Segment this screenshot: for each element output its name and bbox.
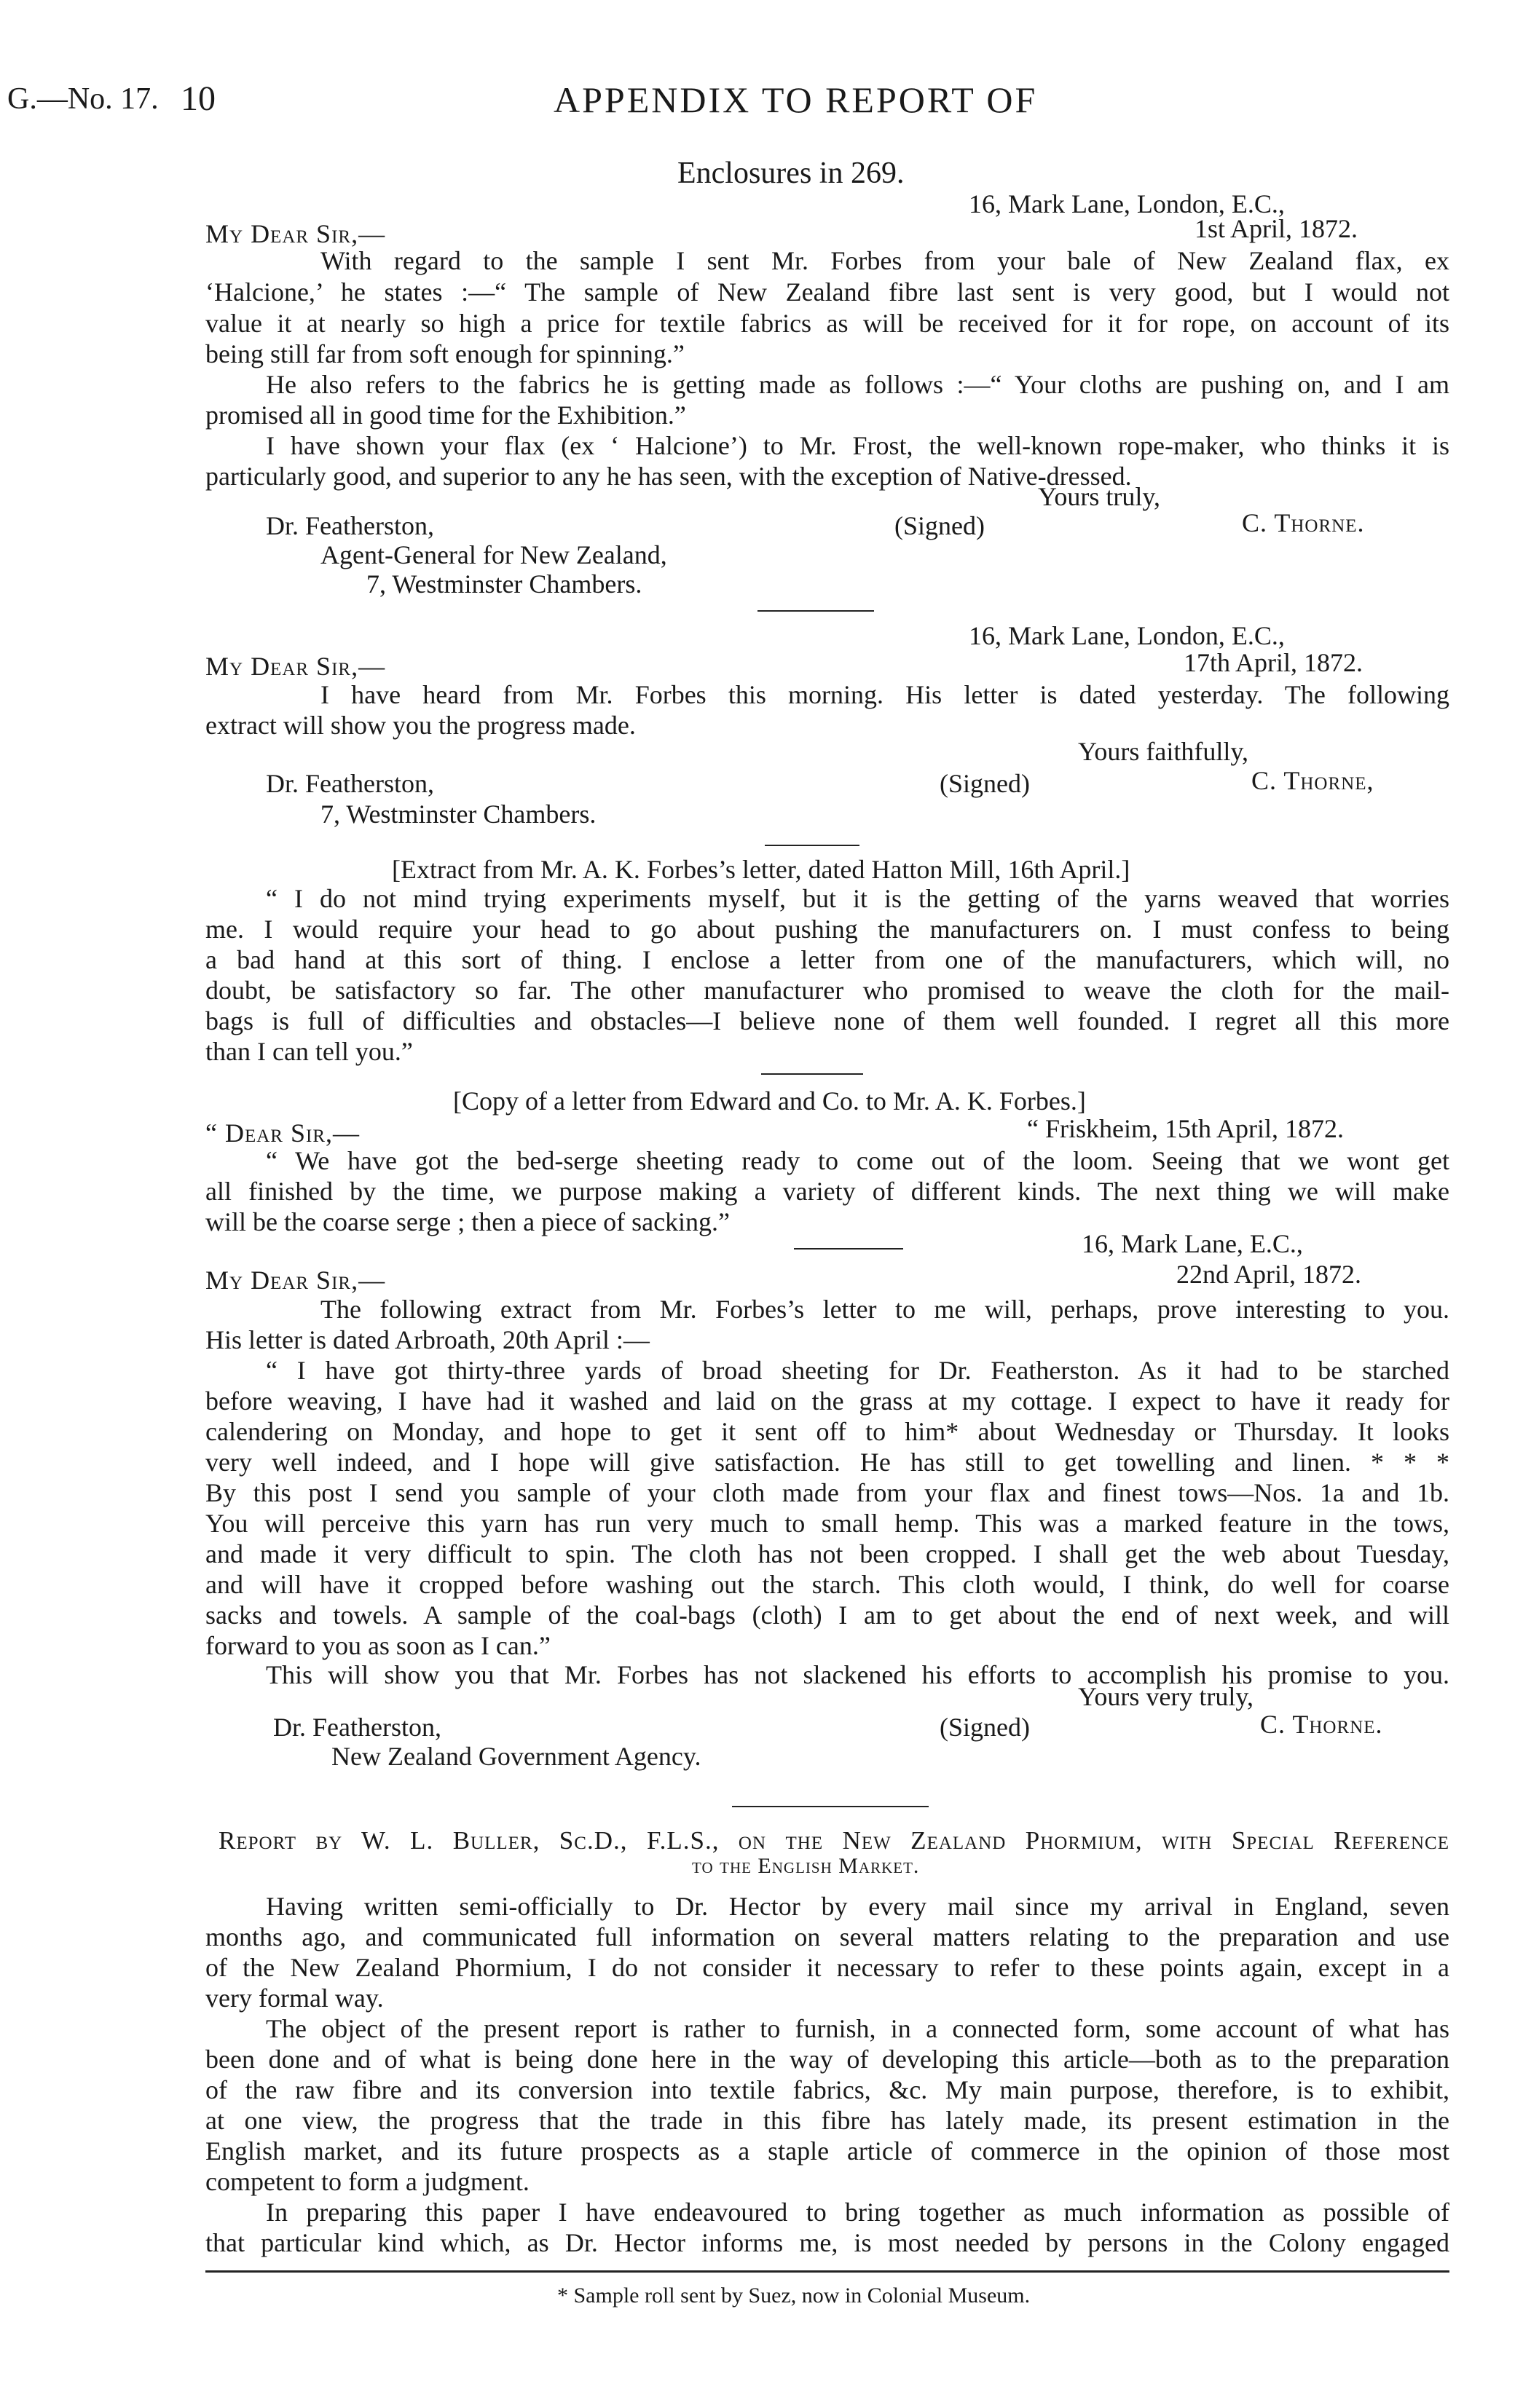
letter-3-address: 16, Mark Lane, E.C., (1082, 1229, 1303, 1258)
report-line: competent to form a judgment. (205, 2167, 530, 2196)
extract-line: “ I do not mind trying experiments myself, but it is the getting of the yarns weaved that worries (266, 884, 1449, 913)
letter-1-address: 16, Mark Lane, London, E.C., (969, 189, 1285, 218)
extract-line: me. I would require your head to go about pushing the manufacturers on. I must confess to being (205, 915, 1449, 944)
letter-1-line: ‘Halcione,’ he states :—“ The sample of New Zealand fibre last sent is very good, but I would not (205, 277, 1449, 307)
letter-2-salutation: My Dear Sir,— (205, 652, 386, 681)
report-title: to the English Market. (692, 1854, 920, 1878)
copy-letter-salutation: “ Dear Sir,— (205, 1118, 360, 1148)
letter-1-line: I have shown your flax (ex ‘ Halcione’) to Mr. Frost, the well-known rope-maker, who thinks it is (266, 431, 1449, 460)
copy-letter-line: will be the coarse serge ; then a piece of sacking.” (205, 1207, 731, 1236)
letter-3-line: forward to you as soon as I can.” (205, 1631, 551, 1660)
separator-rule (765, 845, 859, 846)
copy-letter-heading: [Copy of a letter from Edward and Co. to Mr. A. K. Forbes.] (453, 1086, 1086, 1116)
letter-2-addressee: Dr. Featherston, (266, 769, 434, 798)
document-reference: G.—No. 17. (7, 82, 159, 116)
letter-3-date: 22nd April, 1872. (1176, 1260, 1362, 1289)
letter-2-address: 16, Mark Lane, London, E.C., (969, 621, 1285, 650)
report-line: Having written semi-officially to Dr. Hector by every mail since my arrival in England, seven (266, 1892, 1449, 1921)
extract-line: doubt, be satisfactory so far. The other manufacturer who promised to weave the cloth for the mail- (205, 976, 1449, 1005)
footnote: * Sample roll sent by Suez, now in Colonial Museum. (557, 2283, 1031, 2308)
extract-line: a bad hand at this sort of thing. I enclose a letter from one of the manufacturers, which will, no (205, 945, 1449, 974)
letter-1-closing: Yours truly, (1038, 482, 1161, 511)
letter-3-line: This will show you that Mr. Forbes has not slackened his efforts to accomplish his promise to you. (266, 1660, 1449, 1689)
letter-3-addressee: Dr. Featherston, (273, 1713, 441, 1742)
report-line: that particular kind which, as Dr. Hector informs me, is most needed by persons in the Colony engaged (205, 2228, 1449, 2257)
section-title: Enclosures in 269. (677, 157, 905, 190)
letter-3-line: You will perceive this yarn has run very much to small hemp. This was a marked feature in the tows, (205, 1509, 1449, 1538)
letter-2-closing: Yours faithfully, (1078, 737, 1249, 766)
letter-3-line: calendering on Monday, and hope to get it sent off to him* about Wednesday or Thursday. It looks (205, 1417, 1449, 1446)
copy-letter-line: all finished by the time, we purpose making a variety of different kinds. The next thing we will make (205, 1177, 1449, 1206)
report-line: In preparing this paper I have endeavoured to bring together as much information as possible of (266, 2198, 1449, 2227)
letter-1-line: being still far from soft enough for spinning.” (205, 339, 685, 368)
report-title: Report by W. L. Buller, Sc.D., F.L.S., on the New Zealand Phormium, with Special Reference (219, 1826, 1449, 1855)
letter-3-line: The following extract from Mr. Forbes’s letter to me will, perhaps, prove interesting to you. (320, 1295, 1449, 1324)
letter-1-line: particularly good, and superior to any he has seen, with the exception of Native-dressed. (205, 462, 1132, 491)
extract-line: bags is full of difficulties and obstacles—I believe none of them well founded. I regret all this more (205, 1006, 1449, 1035)
letter-2-line: I have heard from Mr. Forbes this morning. His letter is dated yesterday. The following (320, 680, 1449, 709)
letter-3-line: By this post I send you sample of your cloth made from your flax and finest tows—Nos. 1a and 1b. (205, 1478, 1449, 1507)
letter-2-date: 17th April, 1872. (1184, 648, 1363, 677)
letter-3-signature: C. Thorne. (1260, 1710, 1383, 1739)
report-line: The object of the present report is rather to furnish, in a connected form, some account of what has (266, 2014, 1449, 2043)
separator-rule (732, 1806, 929, 1807)
letter-2-line: extract will show you the progress made. (205, 711, 636, 740)
copy-letter-line: “ We have got the bed-serge sheeting ready to come out of the loom. Seeing that we wont get (266, 1146, 1449, 1175)
footnote-rule (205, 2270, 1449, 2273)
extract-heading: [Extract from Mr. A. K. Forbes’s letter, dated Hatton Mill, 16th April.] (392, 855, 1130, 884)
separator-rule (794, 1248, 903, 1250)
letter-1-addressee: Dr. Featherston, (266, 511, 434, 540)
page-header-title: APPENDIX TO REPORT OF (554, 79, 1038, 120)
letter-1-line: With regard to the sample I sent Mr. Forbes from your bale of New Zealand flax, ex (320, 246, 1449, 275)
letter-1-salutation: My Dear Sir,— (205, 219, 386, 248)
separator-rule (761, 1073, 863, 1075)
letter-1-addressee: 7, Westminster Chambers. (366, 569, 642, 599)
letter-2-signature: C. Thorne, (1251, 766, 1374, 795)
report-line: of the New Zealand Phormium, I do not consider it necessary to refer to these points again, except in a (205, 1953, 1449, 1982)
letter-3-addressee: New Zealand Government Agency. (331, 1742, 701, 1771)
letter-2-addressee: 7, Westminster Chambers. (320, 800, 597, 829)
letter-1-date: 1st April, 1872. (1195, 214, 1358, 243)
letter-1-line: promised all in good time for the Exhibition.” (205, 400, 686, 430)
letter-3-line: “ I have got thirty-three yards of broad sheeting for Dr. Featherston. As it had to be starched (266, 1356, 1449, 1385)
report-line: months ago, and communicated full information on several matters relating to the preparation and use (205, 1922, 1449, 1951)
extract-line: than I can tell you.” (205, 1037, 413, 1066)
letter-3-line: before weaving, I have had it washed and laid on the grass at my cottage. I expect to have it ready for (205, 1386, 1449, 1416)
letter-3-line: and will have it cropped before washing out the starch. This cloth would, I think, do well for coarse (205, 1570, 1449, 1599)
letter-1-signature: C. Thorne. (1242, 508, 1365, 537)
letter-3-signed: (Signed) (940, 1713, 1030, 1742)
letter-3-salutation: My Dear Sir,— (205, 1266, 386, 1295)
letter-1-signed: (Signed) (894, 511, 985, 540)
letter-3-line: very well indeed, and I hope will give satisfaction. He has still to get towelling and linen. * * * (205, 1448, 1449, 1477)
separator-rule (757, 610, 874, 612)
letter-1-line: He also refers to the fabrics he is getting made as follows :—“ Your cloths are pushing on, and I am (266, 370, 1449, 399)
letter-2-signed: (Signed) (940, 769, 1030, 798)
letter-1-line: value it at nearly so high a price for textile fabrics as will be received for it for rope, on account of its (205, 309, 1449, 338)
report-line: English market, and its future prospects as a staple article of commerce in the opinion of those most (205, 2136, 1449, 2166)
letter-3-line: and made it very difficult to spin. The cloth has not been cropped. I shall get the web about Tuesday, (205, 1539, 1449, 1568)
copy-letter-place-date: “ Friskheim, 15th April, 1872. (1027, 1114, 1344, 1143)
letter-3-line: His letter is dated Arbroath, 20th April :— (205, 1325, 650, 1354)
report-line: at one view, the progress that the trade in this fibre has lately made, its present estimation in the (205, 2106, 1449, 2135)
letter-3-closing: Yours very truly, (1078, 1682, 1254, 1711)
page-number: 10 (181, 79, 216, 118)
letter-1-addressee: Agent-General for New Zealand, (320, 540, 667, 569)
letter-3-line: sacks and towels. A sample of the coal-bags (cloth) I am to get about the end of next week, and will (205, 1600, 1449, 1630)
report-line: of the raw fibre and its conversion into textile fabrics, &c. My main purpose, therefore, is to exhibit, (205, 2075, 1449, 2104)
report-line: very formal way. (205, 1983, 384, 2013)
report-line: been done and of what is being done here in the way of developing this article—both as to the preparation (205, 2045, 1449, 2074)
